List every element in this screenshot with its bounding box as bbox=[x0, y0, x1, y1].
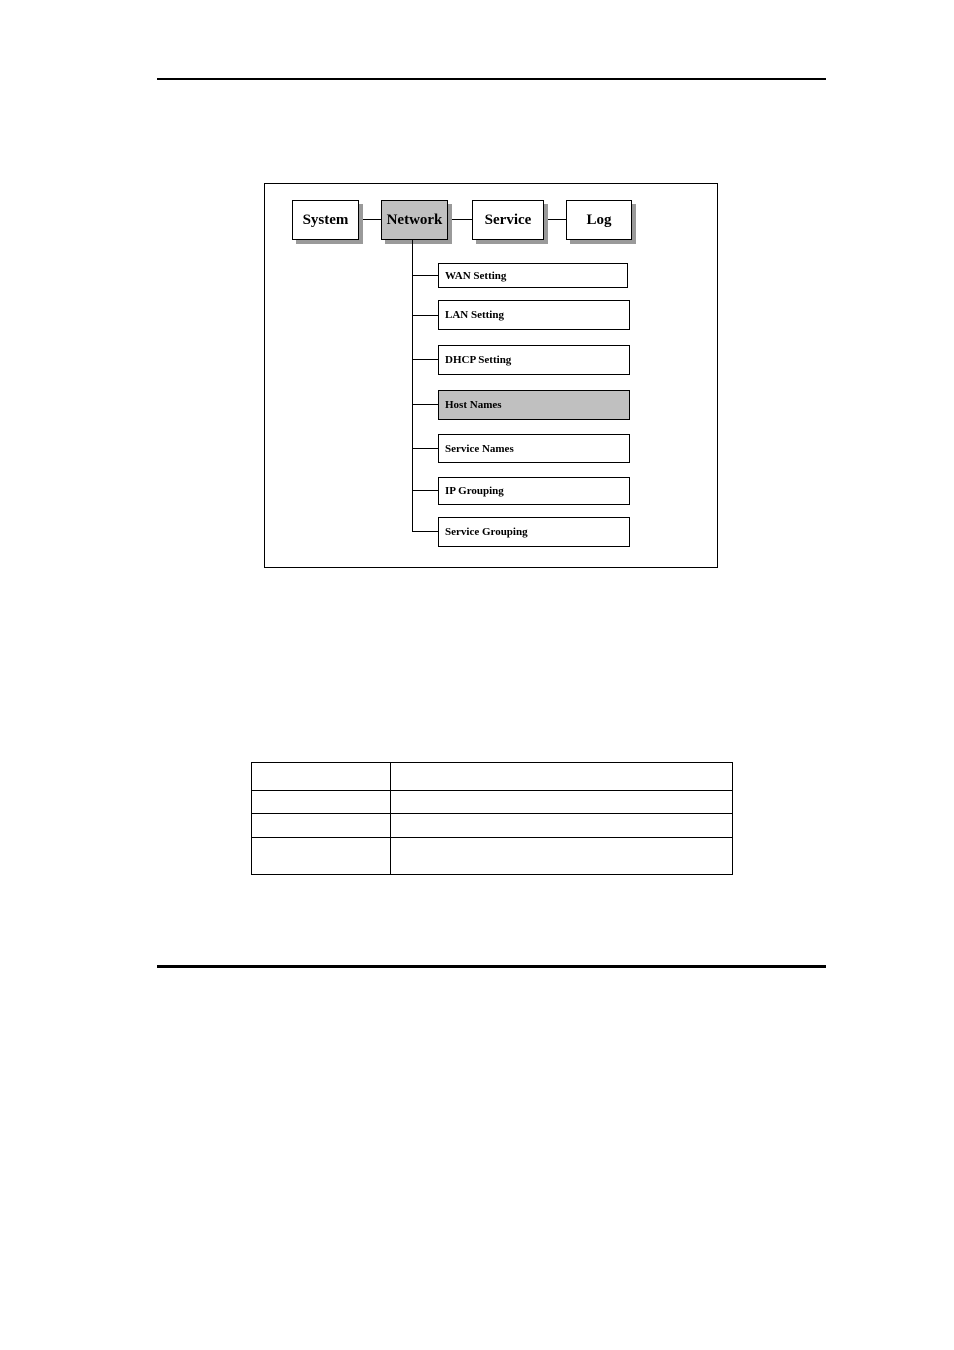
footer-rule bbox=[157, 965, 826, 968]
submenu-item-label: IP Grouping bbox=[445, 485, 504, 497]
table-cell bbox=[252, 814, 391, 838]
branch-line bbox=[412, 359, 438, 360]
table-cell bbox=[391, 763, 733, 791]
submenu-item-wan-setting[interactable] bbox=[438, 263, 628, 288]
submenu-item-service-names[interactable] bbox=[438, 434, 630, 463]
menu-item-service[interactable] bbox=[472, 200, 544, 240]
connector-service-log bbox=[544, 219, 566, 220]
branch-line bbox=[412, 275, 438, 276]
submenu-item-label: LAN Setting bbox=[445, 309, 504, 321]
table-row bbox=[252, 814, 733, 838]
menu-tree-diagram bbox=[264, 183, 718, 568]
submenu-item-label: Service Names bbox=[445, 442, 514, 455]
table-row bbox=[252, 791, 733, 814]
submenu-item-lan-setting[interactable] bbox=[438, 300, 630, 330]
table-cell bbox=[252, 763, 391, 791]
menu-item-label: System bbox=[302, 211, 349, 228]
menu-item-system[interactable] bbox=[292, 200, 359, 240]
submenu-trunk-line bbox=[412, 240, 413, 531]
submenu-item-host-names[interactable] bbox=[438, 390, 630, 420]
table-cell bbox=[391, 791, 733, 814]
menu-item-log[interactable] bbox=[566, 200, 632, 240]
table-cell bbox=[391, 814, 733, 838]
submenu-item-dhcp-setting[interactable] bbox=[438, 345, 630, 375]
menu-item-label: Network bbox=[386, 211, 443, 228]
submenu-item-label: Host Names bbox=[445, 399, 502, 411]
submenu-item-service-grouping[interactable] bbox=[438, 517, 630, 547]
table-row bbox=[252, 763, 733, 791]
branch-line bbox=[412, 490, 438, 491]
branch-line bbox=[412, 531, 438, 532]
menu-item-network[interactable] bbox=[381, 200, 448, 240]
connector-system-network bbox=[359, 219, 381, 220]
submenu-item-label: DHCP Setting bbox=[445, 354, 512, 366]
connector-network-service bbox=[448, 219, 472, 220]
info-table bbox=[251, 762, 733, 875]
branch-line bbox=[412, 448, 438, 449]
header-rule bbox=[157, 78, 826, 80]
submenu-item-ip-grouping[interactable] bbox=[438, 477, 630, 505]
submenu-item-label: WAN Setting bbox=[445, 269, 507, 282]
submenu-item-label: Service Grouping bbox=[445, 526, 528, 538]
branch-line bbox=[412, 315, 438, 316]
table-cell bbox=[391, 838, 733, 875]
table-row bbox=[252, 838, 733, 875]
menu-item-label: Service bbox=[484, 211, 532, 228]
menu-item-label: Log bbox=[586, 211, 612, 228]
table-cell bbox=[252, 838, 391, 875]
branch-line bbox=[412, 404, 438, 405]
table-cell bbox=[252, 791, 391, 814]
